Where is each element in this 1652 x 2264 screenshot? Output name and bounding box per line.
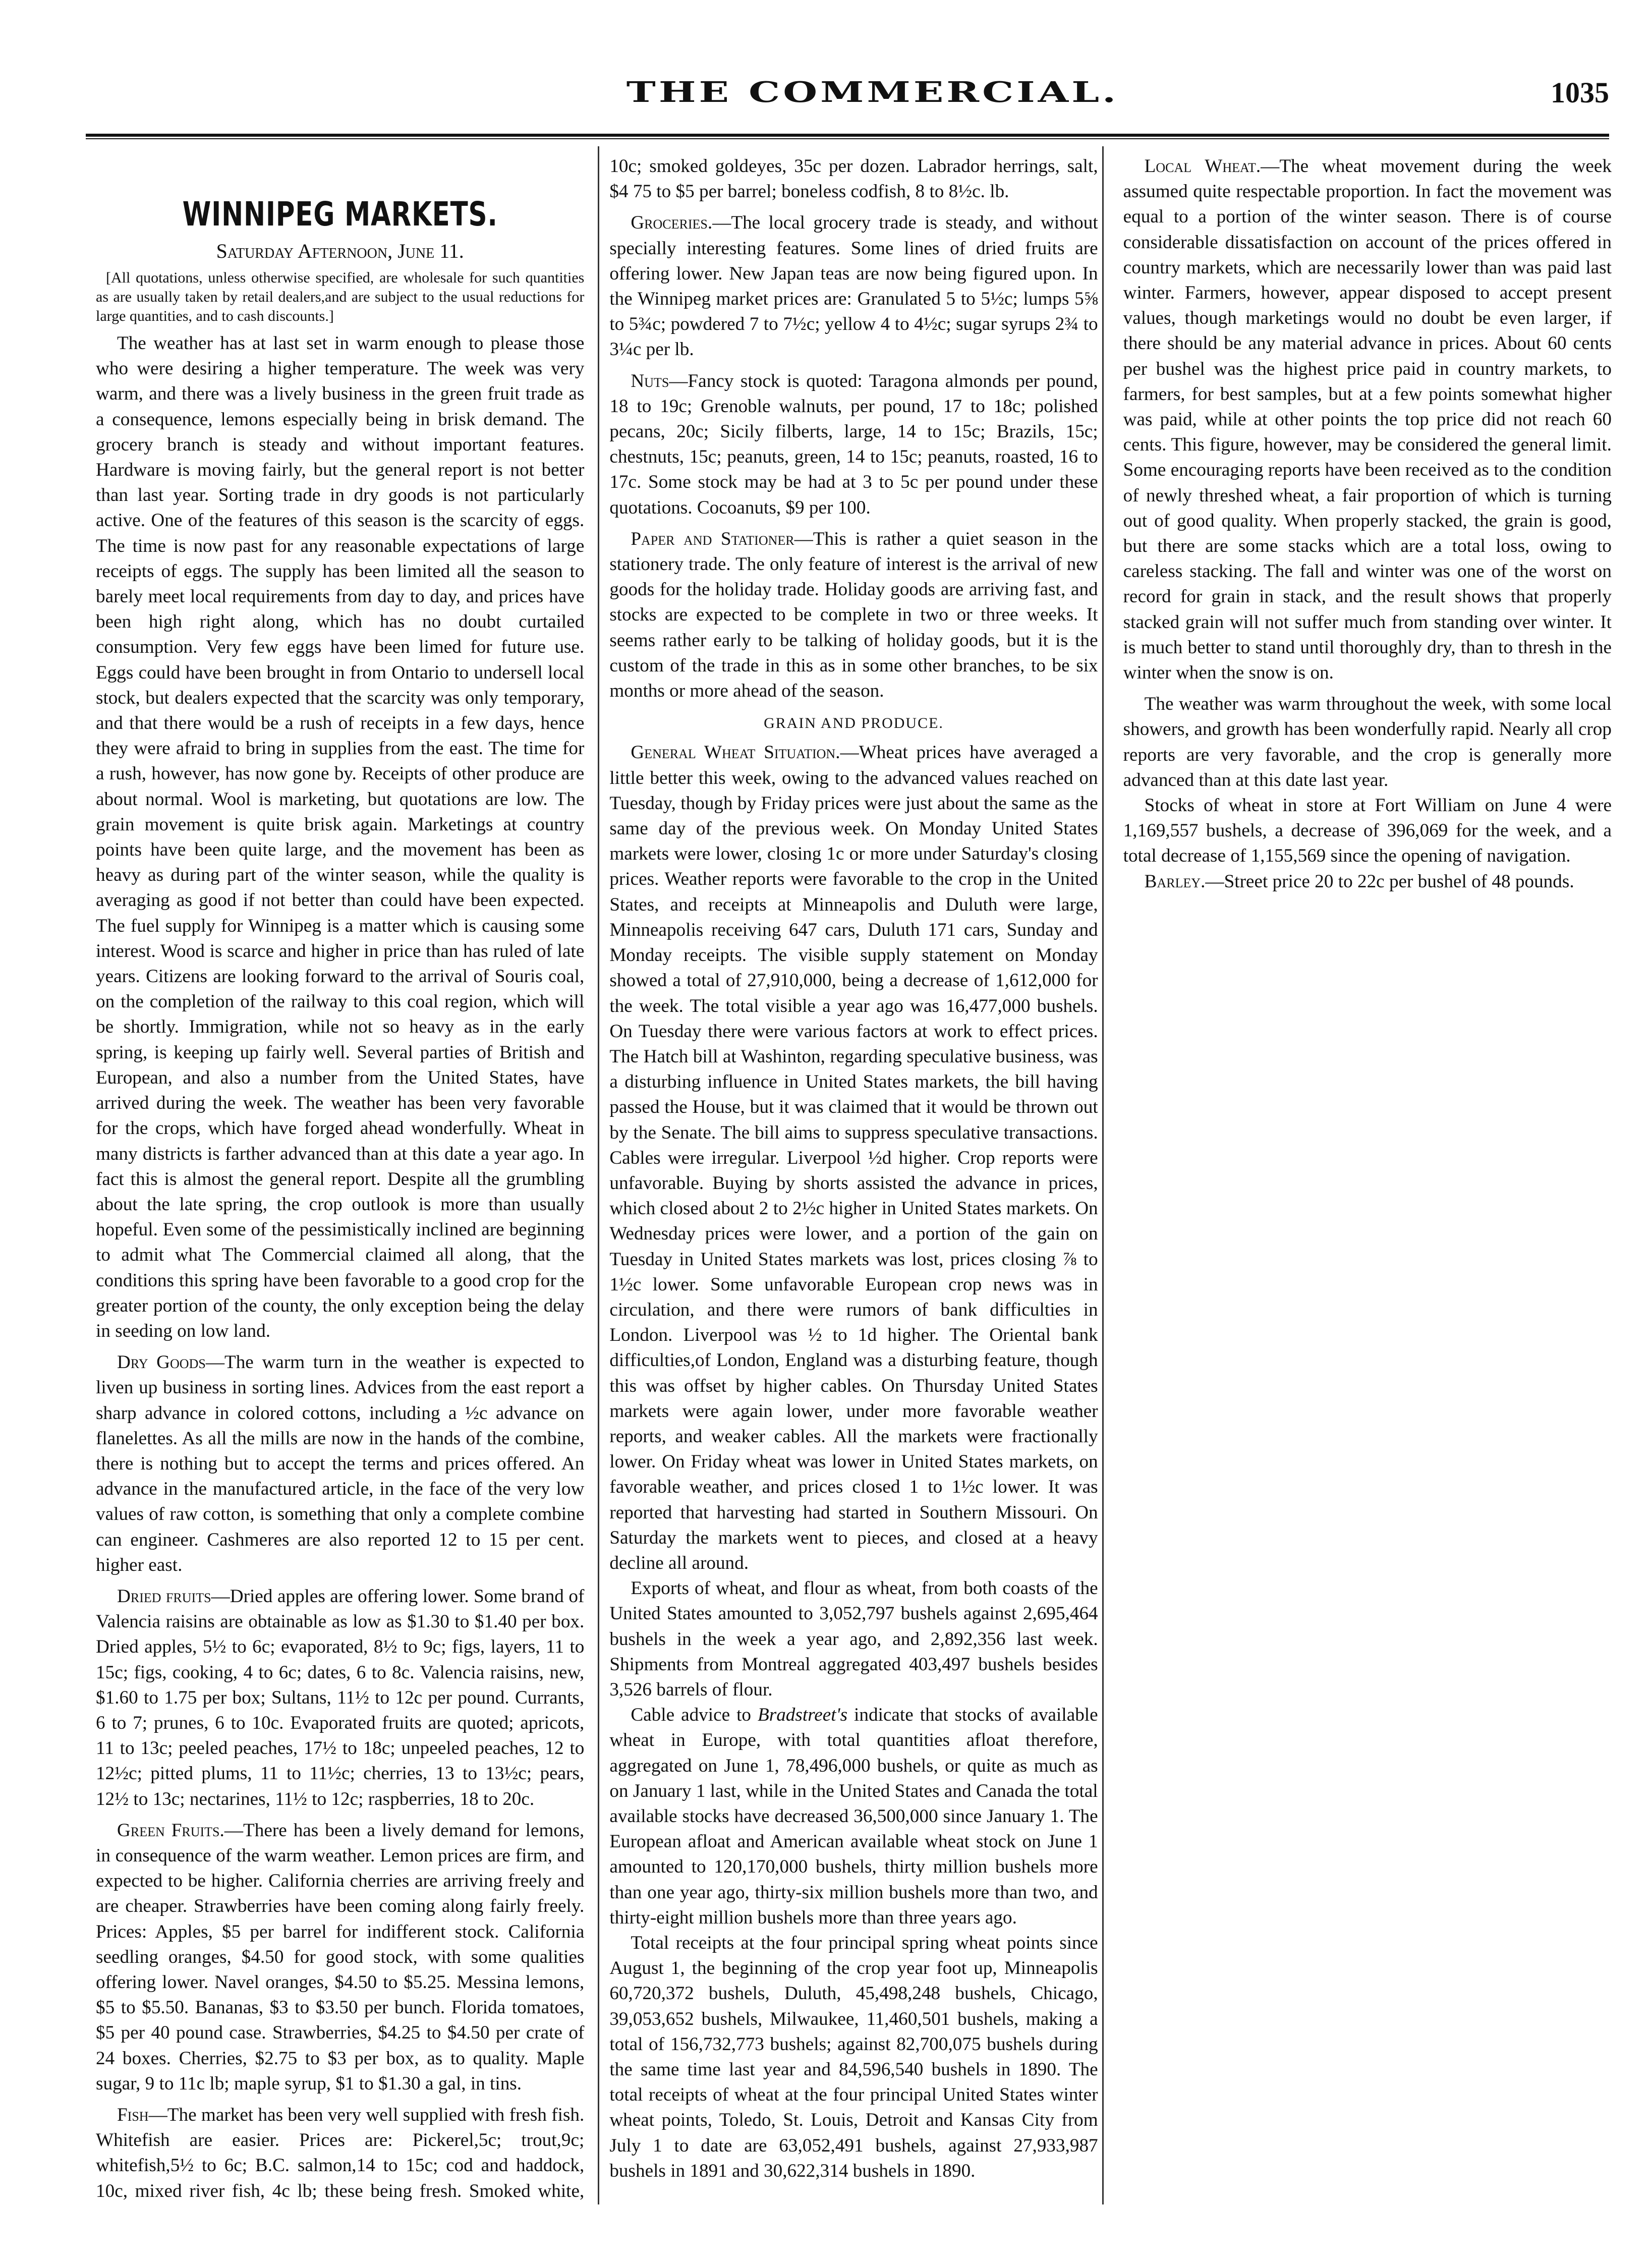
section-lead: Groceries (631, 212, 708, 234)
section-text: —Dried apples are offering lower. Some brand of Valencia raisins are obtainable as low as $1.30 to $1.40 per box. Dried apples, 5½ to 6c; evaporated, 8½ to 9c; figs, layers, 11 to 15c; figs, cooking, 4 to 6c; dates, 6 to 8c. Valencia raisins, new, $1.60 to 1.75 per box; Sultans, 11½ to 12c per pound. Currants, 6 to 7; prunes, 6 to 10c. Evaporated fruits are quoted; apricots, 11 to 13c; peeled peaches, 17½ to 18c; unpeeled peaches, 12 to 12½c; pitted plums, 11 to 11½c; cherries, 13 to 13½c; pears, 12½ to 13c; nectarines, 11½ to 12c; raspberries, 18 to 20c. (96, 1586, 585, 1809)
header-rule-thin (86, 138, 1609, 139)
section-text: .—The local grocery trade is steady, and without specially interesting features. Some lines of dried fruits are offering lower. New Japan teas are now being figured upon. In the Winnipeg market prices are: Granulated 5 to 5½c; lumps 5⅝ to 5¾c; powdered 7 to 7½c; yellow 4 to 4½c; sugar syrups 2¾ to 3¼c per lb. (609, 212, 1098, 360)
section-lead: Barley (1144, 871, 1201, 892)
dried-fruits-paragraph (96, 1584, 584, 1812)
grain-produce-subhead: GRAIN AND PRODUCE. (764, 715, 944, 732)
section-text: .—There has been a lively demand for lemons, in consequence of the warm weather. Lemon prices are firm, and expected to be higher. California cherries are arriving freely and are cheaper. Strawberries have been coming along fairly freely. Prices: Apples, $5 per barrel for indifferent stock. California seedling oranges, $4.50 for good stock, with some qualities offering lower. Navel oranges, $4.50 to $5.25. Messina lemons, $5 to $5.50. Bananas, $3 to $3.50 per bunch. Florida tomatoes, $5 per 40 pound case. Strawberries, $4.25 to $4.50 per crate of 24 boxes. Cherries, $2.75 to $3 per box, as to quality. Maple sugar, 9 to 11c lb; maple syrup, $1 to $1.30 a gal, in tins. (96, 1820, 585, 2094)
section-text: .—Wheat prices have averaged a little better this week, owing to the advanced values reached on Tuesday, though by Friday prices were just about the same as the same day of the previous week. On Monday United States markets were lower, closing 1c or more under Saturday's closing prices. Weather reports were favorable to the crop in the United States, and receipts at Minneapolis and Duluth were large, Minneapolis receiving 647 cars, Duluth 171 cars, Sunday and Monday receipts. The visible supply statement on Monday showed a total of 27,910,000, being a decrease of 1,612,000 for the week. The total visible a year ago was 16,477,000 bushels. On Tuesday there were various factors at work to effect prices. The Hatch bill at Washinton, regarding speculative business, was a disturbing influence in United States markets, the bill having passed the House, but it was claimed that it would be thrown out by the Senate. The bill aims to suppress speculative transactions. Cables were irregular. Liverpool ½d higher. Crop reports were unfavorable. Buying by shorts assisted the advance in prices, which closed about 2 to 2½c higher in United States markets. On Wednesday prices were lower, and a portion of the gain on Tuesday in United States markets was lost, prices closing ⅞ to 1½c lower. Some unfavorable European crop news was in circulation, and there were rumors of bank difficulties in London. Liverpool was ½ to 1d higher. The Oriental bank difficulties,of London, England was a disturbing feature, though this was offset by higher cables. On Thursday United States markets were again lower, under more favorable weather reports, and weaker cables. All the markets were fractionally lower. On Friday wheat was lower in United States markets, on favorable weather, and prices closed 1 to 1½c lower. It was reported that harvesting had started in Southern Missouri. On Saturday the markets went to pieces, and closed at a heavy decline all around. (609, 742, 1098, 1573)
section-text: .—Street price 20 to 22c per bushel of 48 pounds. (1201, 871, 1574, 892)
receipts-paragraph: Total receipts at the four principal spring wheat points since August 1, the beginning of the crop year foot up, Minneapolis 60,720,372 bushels, Duluth, 45,498,248 bushels, Chicago, 39,053,652 bushels, Milwaukee, 11,460,501 bushels, making a total of 156,732,773 bushels; against 82,700,075 bushels during the same time last year and 84,596,540 bushels in 1890. The total receipts of wheat at the four principal United States winter wheat points, Toledo, St. Louis, Detroit and Kansas City from July 1 to date are 63,052,491 bushels, against 27,933,987 bushels in 1891 and 30,622,314 bushels in 1890. (609, 1933, 1098, 2181)
quotation-note: [All quotations, unless otherwise specified, are wholesale for such quantities as are usually taken by retail dealers,and are subject to the usual reductions for large quantities, and to cash discounts.] (96, 269, 585, 324)
section-text: —The warm turn in the weather is expected to liven up business in sorting lines. Advices from the east report a sharp advance in colored cottons, including a ½c advance on flanelettes. As all the mills are now in the hands of the combine, there is nothing but to accept the terms and prices offered. An advance in the manufactured article, in the face of the very low values of raw cotton, is something that only a complete combine can engineer. Cashmeres are also reported 12 to 15 per cent. higher east. (96, 1352, 585, 1575)
weather-paragraph: The weather was warm throughout the week, with some local showers, and growth has been wonderfully rapid. Nearly all crop reports are very favorable, and the crop is generally more advanced than at this date last year. (1123, 694, 1612, 790)
dateline: Saturday Afternoon, June 11. (216, 240, 464, 262)
section-lead: Dried fruits (117, 1586, 211, 1607)
section-lead: Nuts (631, 370, 669, 391)
fort-william-stocks-paragraph: Stocks of wheat in store at Fort William on June 4 were 1,169,557 bushels, a decrease of 396,069 for the week, and a total decrease of 1,155,569 since the opening of navigation. (1123, 795, 1612, 867)
section-lead: Paper and Stationer (631, 528, 794, 549)
section-text: —This is rather a quiet season in the stationery trade. The only feature of interest is the arrival of new goods for the holiday trade. Holiday goods are arriving fast, and stocks are expected to be complete in two or three weeks. It seems rather early to be talking of holiday goods, but it is the custom of the trade in this as in some other branches, to be six months or more ahead of the season. (609, 528, 1098, 702)
section-text: —Fancy stock is quoted: Taragona almonds per pound, 18 to 19c; Grenoble walnuts, per pound, 17 to 18c; polished pecans, 20c; Sicily filberts, large, 14 to 15c; Brazils, 15c; chestnuts, 15c; peanuts, green, 14 to 15c; peanuts, roasted, 16 to 17c. Some stock may be had at 3 to 5c per pound under these quotations. Cocoanuts, $9 per 100. (609, 370, 1098, 518)
bradstreets-name: Bradstreet's (758, 1705, 848, 1726)
section-lead: Local Wheat (1144, 156, 1256, 177)
barley-paragraph (1123, 869, 1612, 894)
section-lead: Green Fruits (117, 1820, 220, 1841)
section-text: .—The wheat movement during the week assumed quite respectable proportion. In fact the movement was equal to a portion of the winter season. There is of course considerable dissatisfaction on account of the prices offered in country markets, which are necessarily lower than was paid last winter. Farmers, however, appear disposed to accept present values, though marketings would no doubt be even larger, if there should be any material advance in prices. About 60 cents per bushel was the highest price paid in country markets, to farmers, for best samples, but at a few points somewhat higher was paid, while at other points the top price did not reach 60 cents. This figure, however, may be considered the general limit. Some encouraging reports have been received as to the condition of newly threshed wheat, a fair proportion of which is turning out of good quality. When properly stacked, the grain is good, but there are some stacks which are a total loss, owing to careless stacking. The fall and winter was one of the worst on record for grain in stack, and the result shows that properly stacked grain will not suffer much from standing over winter. It is much better to stand until thoroughly dry, than to thresh in the winter when the snow is on. (1123, 156, 1612, 684)
article-body (96, 154, 1612, 2207)
section-lead: Fish (117, 2105, 149, 2126)
exports-paragraph: Exports of wheat, and flour as wheat, from both coasts of the United States amounted to 3,052,797 bushels against 2,695,464 bushels in the week a year ago, and 2,892,356 last week. Shipments from Montreal aggregated 403,497 bushels besides 3,526 barrels of flour. (609, 1578, 1098, 1700)
article-headline: WINNIPEG MARKETS. (182, 195, 498, 234)
local-wheat-paragraph (1123, 154, 1612, 686)
cable-text-post: indicate that stocks of available wheat in Europe, with total quantities afloat therefore, aggregated on June 1, 78,496,000 bushels, or quite as much as on January 1 last, while in the United States and Canada the total available stocks have decreased 36,500,000 since January 1. The European afloat and American available wheat stock on June 1 amounted to 120,170,000 bushels, thirty million bushels more than one year ago, thirty-six million bushels more than two, and thirty-eight million bushels more than three years ago. (609, 1705, 1098, 1928)
cable-paragraph (609, 1703, 1098, 1931)
nuts-paragraph (609, 369, 1098, 521)
section-lead: Dry Goods (117, 1352, 206, 1373)
masthead: THE COMMERCIAL. (626, 76, 1119, 109)
groceries-paragraph (609, 210, 1098, 362)
header-rule (86, 134, 1609, 137)
intro-paragraph: The weather has at last set in warm enough to please those who were desiring a higher temperature. The week was very warm, and there was a lively business in the green fruit trade as a consequence, lemons especially being in brisk demand. The grocery branch is steady and without important features. Hardware is moving fairly, but the general report is not better than last year. Sorting trade in dry goods is not particularly active. One of the features of this season is the scarcity of eggs. The time is now past for any reasonable expectations of large receipts of eggs. The supply has been limited all the season to barely meet local requirements from day to day, and prices have been high right along, which has no doubt curtailed consumption. Very few eggs have been limed for future use. Eggs could have been brought in from Ontario to undersell local stock, but dealers expected that the scarcity was only temporary, and that there would be a rush of receipts in a few days, hence they were afraid to bring in supplies from the east. The time for a rush, however, has now gone by. Receipts of other produce are about normal. Wool is marketing, but quotations are low. The grain movement is quite brisk again. Marketings at country points have been quite large, and the movement has been as heavy as during part of the winter season, while the quality is averaging as good if not better than could have been expected. The fuel supply for Winnipeg is a matter which is causing some interest. Wood is scarce and higher in price than has ruled of late years. Citizens are looking forward to the arrival of Souris coal, on the completion of the railway to this coal region, which will be shortly. Immigration, while not so heavy as in the early spring, is keeping up fairly well. Several parties of British and European, and also a number from the United States, have arrived during the week. The weather has been very favorable for the crops, which have forged ahead wonderfully. Wheat in many districts is farther advanced than at this date a year ago. In fact this is almost the general report. Despite all the grumbling about the late spring, the crop outlook is more than usually hopeful. Even some of the pessimistically inclined are beginning to admit what The Commercial claimed all along, that the conditions this spring have been favorable to a good crop for the greater portion of the county, the only exception being the delay in seeding on low land. (96, 333, 585, 1341)
wheat-situation-paragraph (609, 740, 1098, 1576)
section-lead: General Wheat Situation (631, 742, 836, 763)
page-number: 1035 (1551, 76, 1609, 109)
cable-text-pre: Cable advice to (631, 1705, 758, 1726)
dry-goods-paragraph (96, 1350, 584, 1578)
section-text: —The market has been very well supplied with fresh fish. Whitefish are easier. Prices are: Pickerel,5c; trout,9c; whitefish,5½ to 6c; B.C. salmon,14 to 15c; cod and haddock, 10c, mixed river fish, 4c lb; these being fresh. Smoked white, 10c; smoked goldeyes, 35c per dozen. Labrador herrings, salt, $4 75 to $5 per barrel; boneless codfish, 8 to 8½c. lb. (96, 156, 1098, 2201)
paper-stationer-paragraph (609, 527, 1098, 704)
green-fruits-paragraph (96, 1818, 584, 2097)
